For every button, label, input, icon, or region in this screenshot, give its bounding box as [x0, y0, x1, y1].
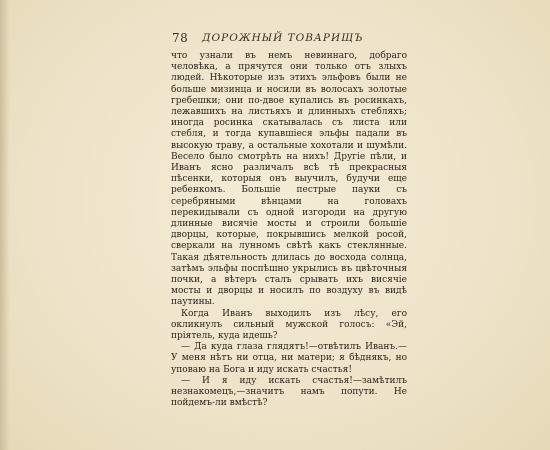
page-number: 78: [172, 31, 189, 45]
page-spine-shadow: [0, 0, 10, 450]
paragraph-1: что узнали въ немъ невиннаго, добраго человѣка, а прячутся они только отъ злыхъ людей. Нѣкоторые изъ этихъ эльфовъ были не больше мизинца и носили въ волосахъ золотые гребешки; они по-двое купались въ росинкахъ, лежавшихъ на листьяхъ и длинныхъ стебляхъ; иногда росинка скатывалась съ листа или стебля, и тогда купавшіеся эльфы падали въ высокую траву, а остальные хохотали и шумѣли. Весело было смотрѣть на нихъ! Другіе пѣли, и Иванъ ясно различалъ всѣ тѣ прекрасныя пѣсенки, которыя онъ выучилъ, будучи еще ребенкомъ. Большіе пестрые пауки съ серебряными вѣнцами на головахъ перекидывали съ одной изгороди на другую длинные висячіе мосты и строили большіе дворцы, которые, покрывшись мелкой росой, сверкали на лунномъ свѣтѣ какъ стеклянные. Такая дѣятельность длилась до восхода солнца, затѣмъ эльфы поспѣшно укрылись въ цвѣточныя почки, а вѣтеръ сталъ срывать ихъ висячіе мосты и дворцы и носилъ по воздуху въ видѣ паутины.: [171, 51, 407, 308]
running-title: ДОРОЖНЫЙ ТОВАРИЩЪ: [202, 32, 364, 44]
paragraph-4: — И я иду искать счастья!—замѣтилъ незнакомецъ,—значитъ намъ попути. Не пойдемъ-ли вмѣстѣ?: [171, 375, 407, 409]
paragraph-3: — Да куда глаза глядятъ!—отвѣтилъ Иванъ.—У меня нѣтъ ни отца, ни матери; я бѣднякъ, но уповаю на Бога и иду искать счастья!: [171, 342, 407, 375]
body-text: [171, 51, 407, 410]
page-header: [172, 31, 402, 47]
paragraph-2: Когда Иванъ выходилъ изъ лѣсу, его окликнулъ сильный мужской голосъ: «Эй, пріятель, куда идешь?: [171, 308, 407, 342]
